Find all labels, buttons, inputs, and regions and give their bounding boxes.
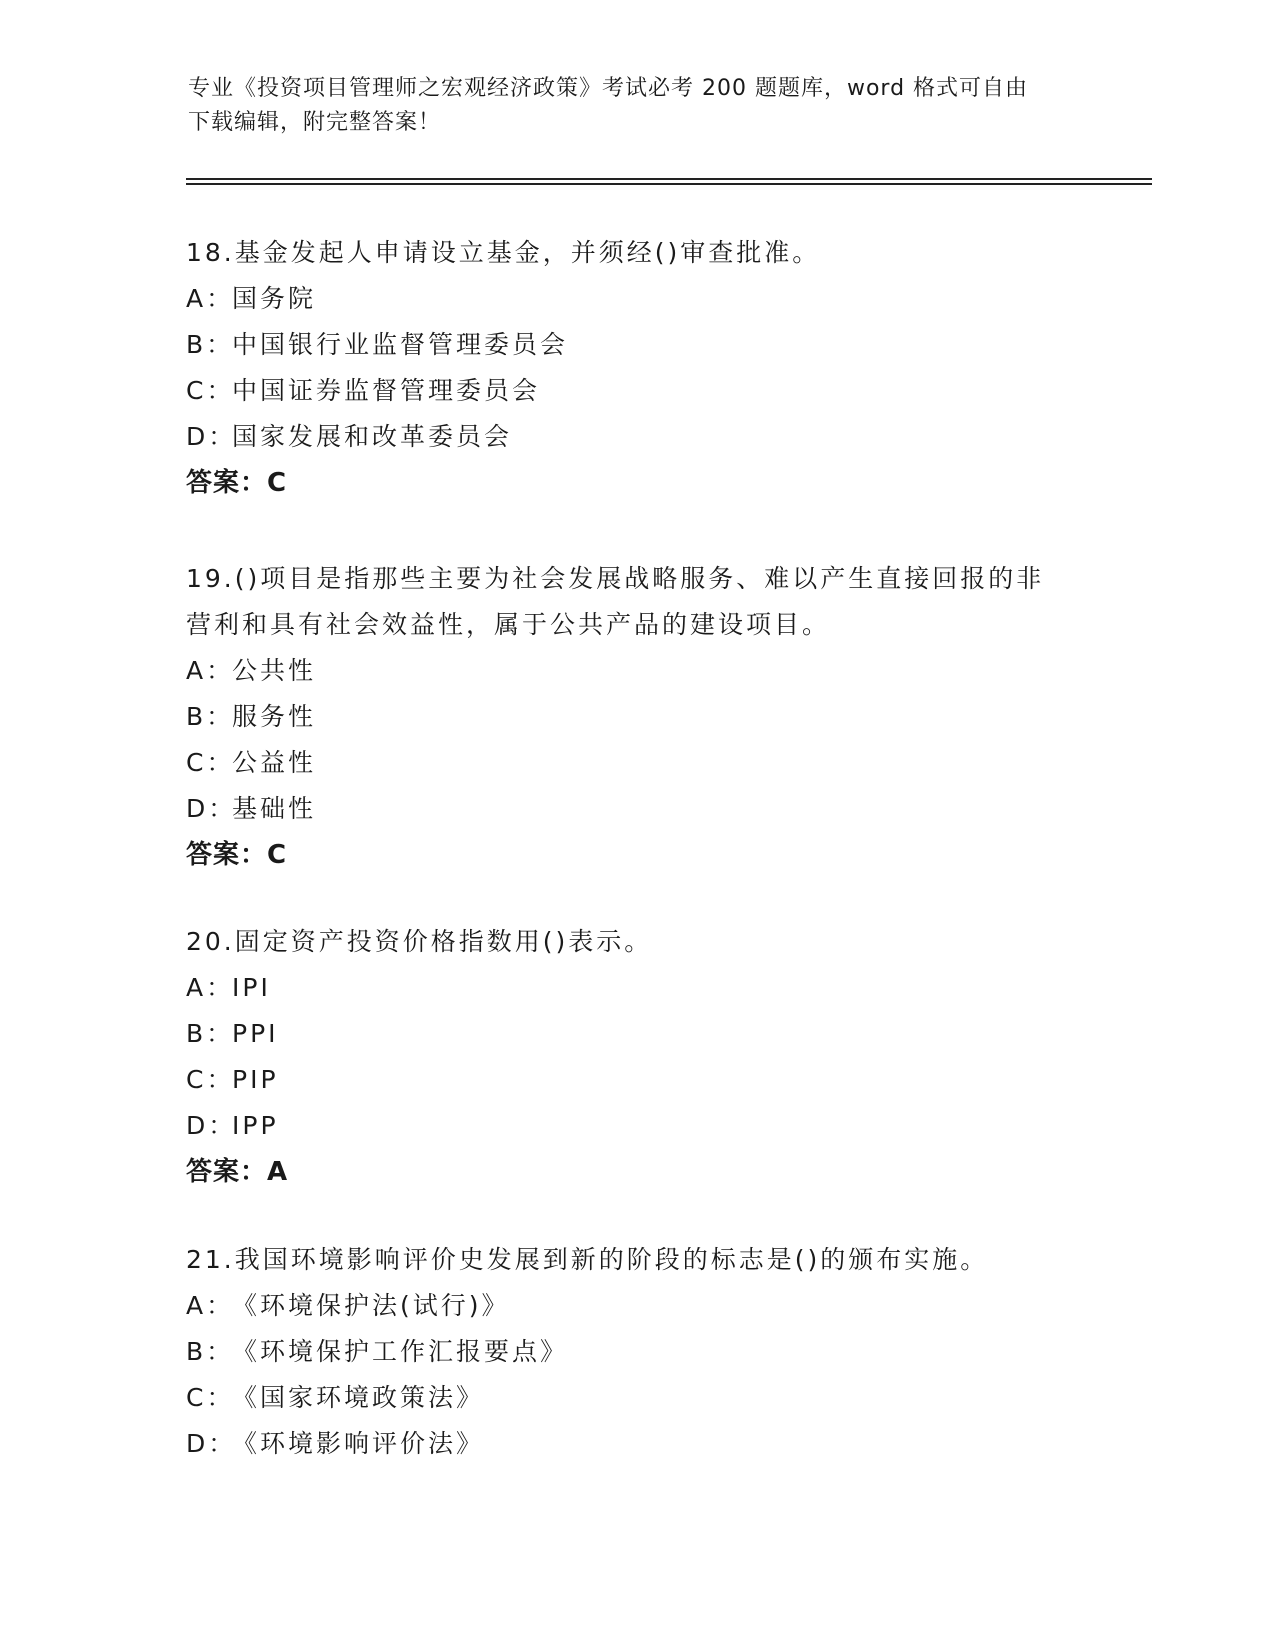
option-letter: C： [186, 748, 235, 777]
option-a [186, 965, 1086, 1011]
option-letter: C： [186, 1383, 235, 1412]
option-letter: A： [186, 1291, 235, 1320]
option-c [186, 1375, 1086, 1421]
option-a [186, 276, 1086, 322]
option-letter: D： [186, 1111, 237, 1140]
question-text-continued: 营利和具有社会效益性，属于公共产品的建设项目。 [186, 610, 831, 639]
option-letter: D： [186, 422, 237, 451]
answer: 答案：A [186, 1157, 289, 1187]
option-text: 服务性 [232, 702, 317, 731]
header-divider-bottom [186, 183, 1152, 185]
option-letter: C： [186, 376, 235, 405]
option-text: 《环境保护工作汇报要点》 [232, 1337, 569, 1366]
option-text: IPP [232, 1111, 279, 1140]
option-d [186, 1421, 1086, 1467]
option-d [186, 786, 1086, 832]
option-a [186, 648, 1086, 694]
option-letter: A： [186, 656, 235, 685]
option-text: 公益性 [232, 748, 317, 777]
option-text: PIP [232, 1065, 279, 1094]
option-b [186, 694, 1086, 740]
question-18 [186, 230, 1086, 506]
question-text: 18.基金发起人申请设立基金，并须经()审查批准。 [186, 238, 821, 267]
question-19 [186, 556, 1086, 878]
option-b [186, 1329, 1086, 1375]
option-letter: D： [186, 1429, 237, 1458]
option-b [186, 1011, 1086, 1057]
option-letter: A： [186, 973, 235, 1002]
option-letter: B： [186, 330, 235, 359]
option-letter: D： [186, 794, 237, 823]
option-text: 公共性 [232, 656, 317, 685]
option-c [186, 1057, 1086, 1103]
option-letter: B： [186, 702, 235, 731]
option-c [186, 740, 1086, 786]
option-a [186, 1283, 1086, 1329]
header-line-2: 下载编辑，附完整答案！ [188, 110, 442, 135]
question-text: 19.()项目是指那些主要为社会发展战略服务、难以产生直接回报的非 [186, 564, 1045, 593]
document-header [188, 72, 1088, 140]
option-text: PPI [232, 1019, 279, 1048]
option-letter: C： [186, 1065, 235, 1094]
option-text: 国家发展和改革委员会 [232, 422, 513, 451]
header-line-1: 专业《投资项目管理师之宏观经济政策》考试必考 200 题题库，word 格式可自由 [188, 76, 1029, 101]
option-text: 《环境影响评价法》 [232, 1429, 485, 1458]
question-text: 21.我国环境影响评价史发展到新的阶段的标志是()的颁布实施。 [186, 1245, 989, 1274]
option-letter: B： [186, 1019, 235, 1048]
option-text: 《环境保护法(试行)》 [232, 1291, 510, 1320]
question-text: 20.固定资产投资价格指数用()表示。 [186, 927, 653, 956]
option-text: IPI [232, 973, 271, 1002]
option-text: 中国证券监督管理委员会 [232, 376, 541, 405]
question-20 [186, 919, 1086, 1195]
answer: 答案：C [186, 840, 288, 870]
option-text: 国务院 [232, 284, 317, 313]
header-divider-top [186, 178, 1152, 180]
option-text: 《国家环境政策法》 [232, 1383, 485, 1412]
option-b [186, 322, 1086, 368]
option-c [186, 368, 1086, 414]
option-letter: A： [186, 284, 235, 313]
question-21 [186, 1237, 1086, 1467]
option-letter: B： [186, 1337, 235, 1366]
option-text: 基础性 [232, 794, 317, 823]
option-d [186, 1103, 1086, 1149]
answer: 答案：C [186, 468, 288, 498]
option-d [186, 414, 1086, 460]
option-text: 中国银行业监督管理委员会 [232, 330, 569, 359]
